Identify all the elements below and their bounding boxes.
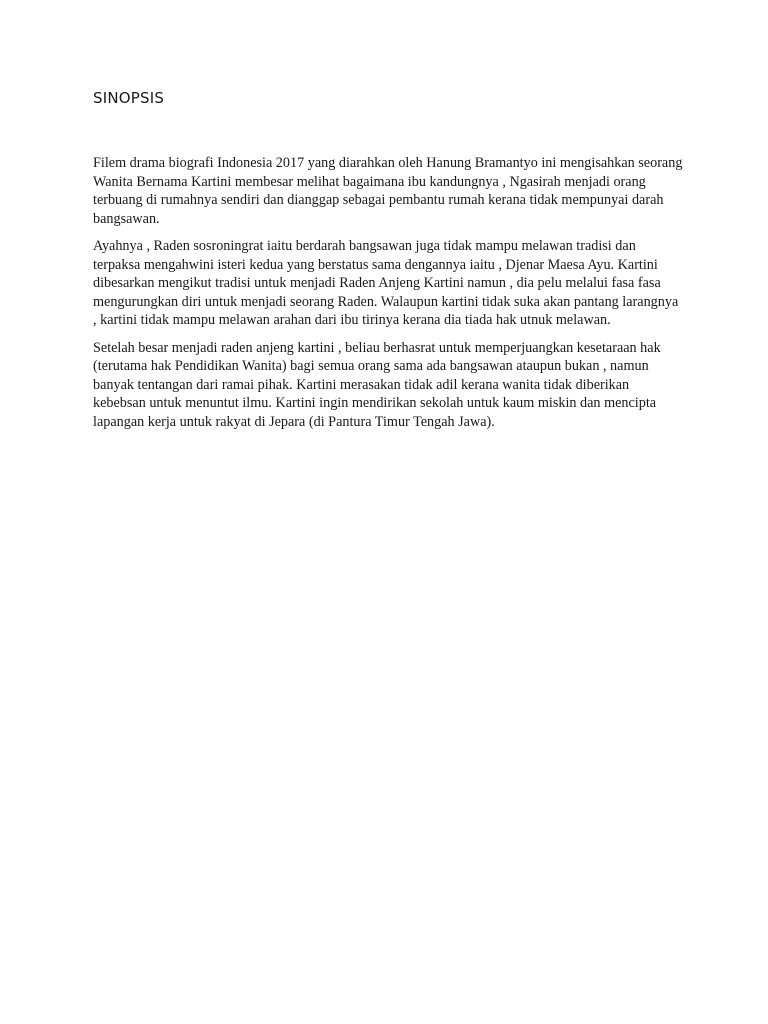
paragraph-2: Ayahnya , Raden sosroningrat iaitu berdarah bangsawan juga tidak mampu melawan tradisi dan terpaksa mengahwini isteri kedua yang berstatus sama dengannya iaitu , Djenar Maesa Ayu. Kartini dibesarkan mengikut tradisi untuk menjadi Raden Anjeng Kartini namun , dia pelu melalui fasa fasa mengurungkan diri untuk menjadi seorang Raden. Walaupun kartini tidak suka akan pantang larangnya , kartini tidak mampu melawan arahan dari ibu tirinya kerana dia tiada hak utnuk melawan. (93, 238, 679, 328)
paragraph-1: Filem drama biografi Indonesia 2017 yang diarahkan oleh Hanung Bramantyo ini mengisahkan seorang Wanita Bernama Kartini membesar melihat bagaimana ibu kandungnya , Ngasirah menjadi orang terbuang di rumahnya sendiri dan dianggap sebagai pembantu rumah kerana tidak mempunyai darah bangsawan. (93, 155, 683, 227)
document-title: SINOPSIS (93, 89, 165, 107)
document-body (93, 154, 683, 440)
paragraph-3: Setelah besar menjadi raden anjeng kartini , beliau berhasrat untuk memperjuangkan kesetaraan hak (terutama hak Pendidikan Wanita) bagi semua orang sama ada bangsawan ataupun bukan , namun banyak tentangan dari ramai pihak. Kartini merasakan tidak adil kerana wanita tidak diberikan kebebsan untuk menuntut ilmu. Kartini ingin mendirikan sekolah untuk kaum miskin dan mencipta lapangan kerja untuk rakyat di Jepara (di Pantura Timur Tengah Jawa). (93, 339, 661, 430)
